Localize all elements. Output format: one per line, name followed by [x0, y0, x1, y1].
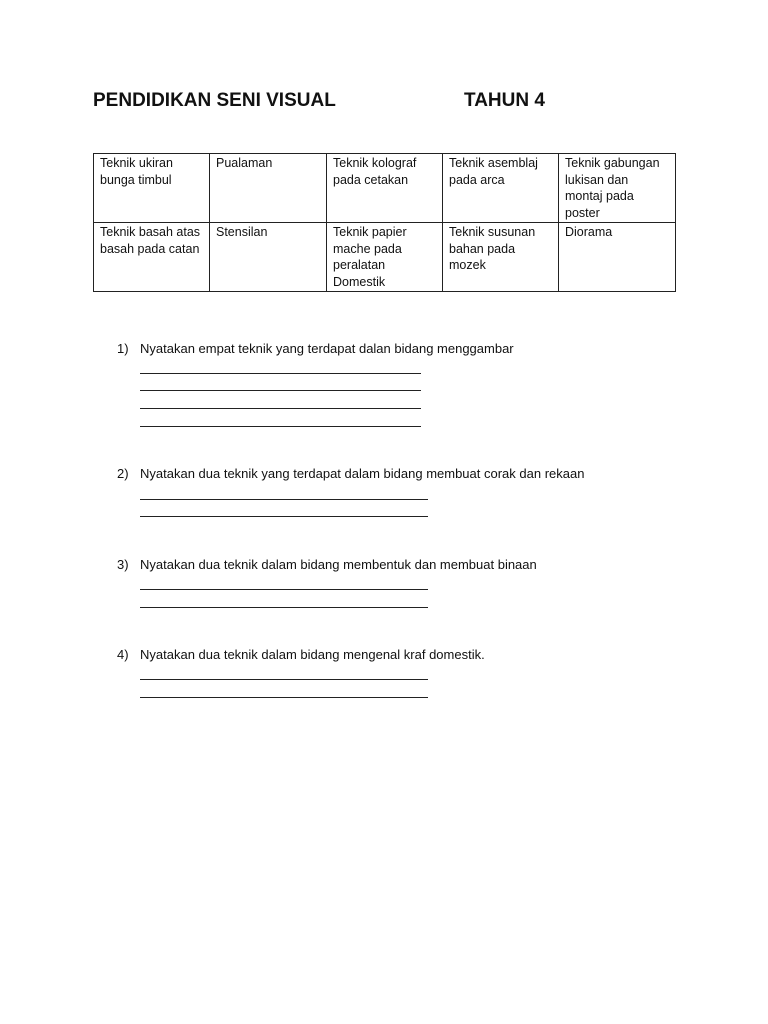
question-number: 1) [117, 341, 129, 356]
answer-line[interactable] [140, 697, 428, 698]
answer-line[interactable] [140, 589, 428, 590]
answer-line[interactable] [140, 373, 421, 374]
question-text: Nyatakan empat teknik yang terdapat dalan bidang menggambar [140, 341, 514, 356]
question-text: Nyatakan dua teknik dalam bidang mengenal kraf domestik. [140, 647, 485, 662]
table-cell: Teknik papier mache pada peralatan Domestik [327, 223, 443, 292]
table-cell: Teknik kolograf pada cetakan [327, 154, 443, 223]
answer-line[interactable] [140, 426, 421, 427]
answer-line[interactable] [140, 516, 428, 517]
table-cell: Pualaman [210, 154, 327, 223]
table-cell: Teknik basah atas basah pada catan [94, 223, 210, 292]
question-number: 4) [117, 647, 129, 662]
answer-line[interactable] [140, 679, 428, 680]
question-text: Nyatakan dua teknik dalam bidang membentuk dan membuat binaan [140, 557, 537, 572]
page-title: PENDIDIKAN SENI VISUAL [93, 90, 336, 111]
technique-table [93, 153, 676, 292]
answer-line[interactable] [140, 499, 428, 500]
table-cell: Teknik susunan bahan pada mozek [443, 223, 559, 292]
table-row [94, 154, 676, 223]
answer-line[interactable] [140, 390, 421, 391]
question-text: Nyatakan dua teknik yang terdapat dalam bidang membuat corak dan rekaan [140, 466, 585, 481]
question-number: 2) [117, 466, 129, 481]
table-cell: Teknik asemblaj pada arca [443, 154, 559, 223]
table-cell: Teknik ukiran bunga timbul [94, 154, 210, 223]
table-cell: Diorama [559, 223, 676, 292]
answer-line[interactable] [140, 408, 421, 409]
table-cell: Teknik gabungan lukisan dan montaj pada poster [559, 154, 676, 223]
table-cell: Stensilan [210, 223, 327, 292]
answer-line[interactable] [140, 607, 428, 608]
year-label: TAHUN 4 [464, 90, 545, 111]
question-number: 3) [117, 557, 129, 572]
table-row [94, 223, 676, 292]
